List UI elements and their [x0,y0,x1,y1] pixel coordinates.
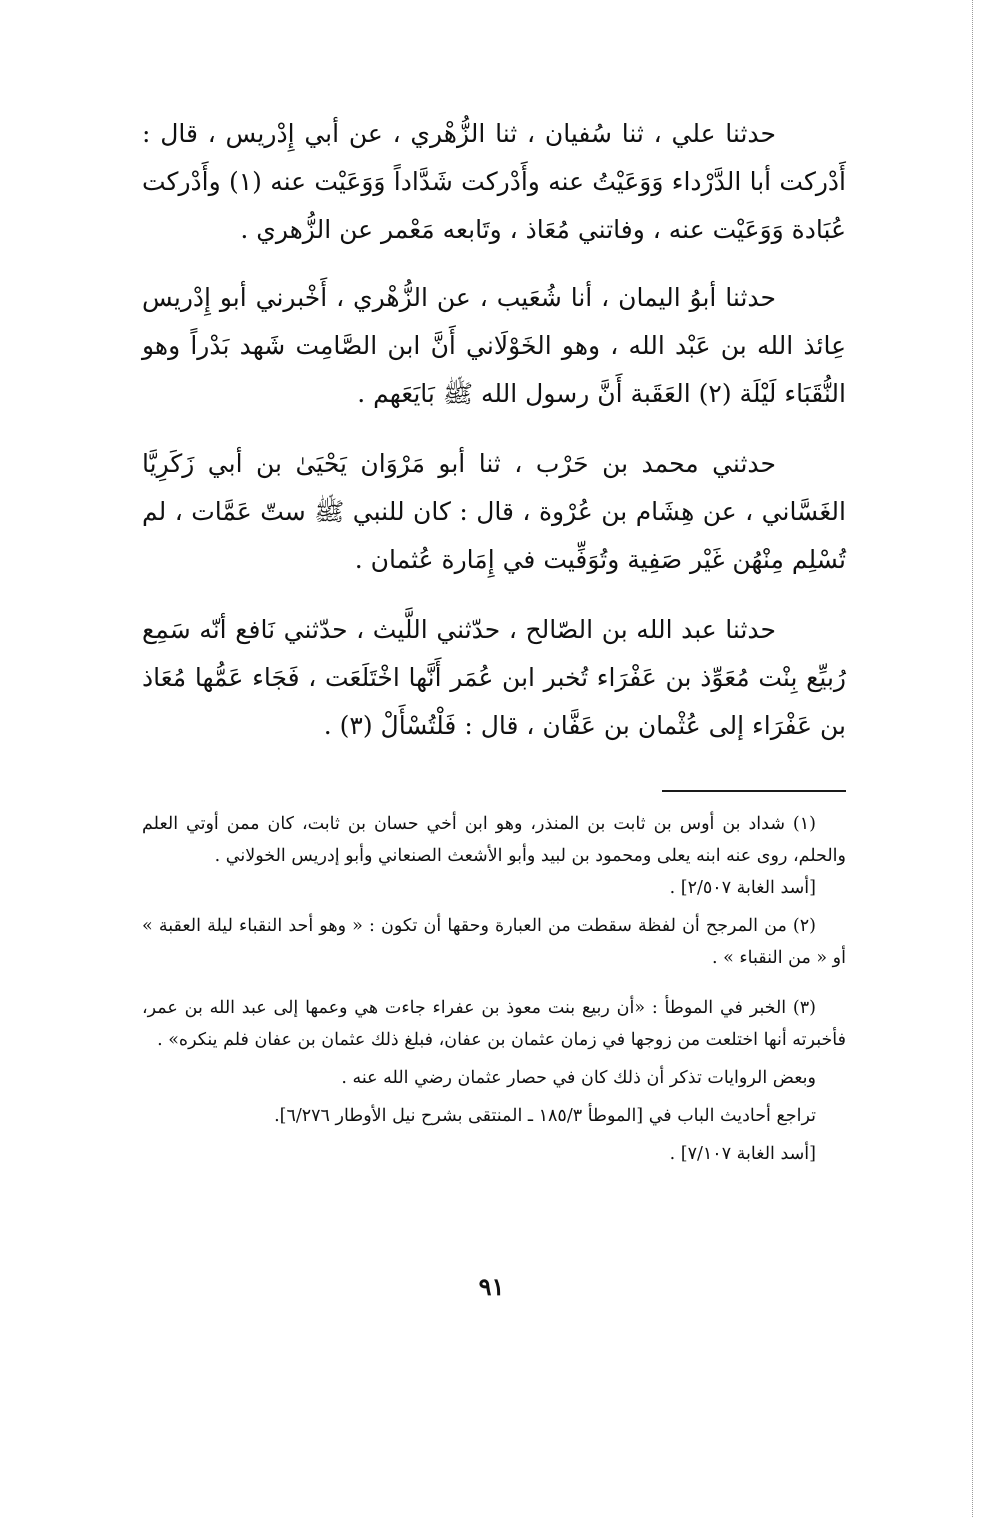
footnote-3-continuation: وبعض الروايات تذكر أن ذلك كان في حصار عثمان رضي الله عنه . [341,1068,816,1088]
footnotes [142,808,846,1176]
hadith-paragraph-1: حدثنا علي ، ثنا سُفيان ، ثنا الزُّهْري ، عن أبي إِدْريس ، قال : أَدْركت أبا الدَّرْداء وَوَعَيْتُ عنه وأَدْركت شَدَّاداً وَوَعَيْت عنه (١) وأَدْركت عُبَادة وَوَعَيْت عنه ، وفاتني مُعَاذ ، وتَابعه مَعْمر عن الزُّهري . [142,119,847,244]
footnote-separator [662,790,846,792]
hadith-paragraph-3: حدثني محمد بن حَرْب ، ثنا أبو مَرْوَان يَحْيَىٰ بن أبي زَكَرِيَّا الغَسَّاني ، عن هِشَام بن عُرْوة ، قال : كان للنبي ﷺ ستّ عَمَّات ، لم تُسْلِم مِنْهُن غَيْر صَفِية وتُوَفِّيت في إِمَارة عُثمان . [142,449,846,574]
main-text [142,110,846,772]
footnote-1-text: (١) شداد بن أوس بن ثابت بن المنذر، وهو ابن أخي حسان بن ثابت، كان ممن أوتي العلم والحلم، روى عنه ابنه يعلى ومحمود بن لبيد وأبو الأشعث الصنعاني وأبو إدريس الخولاني . [142,814,846,866]
footnote-1 [142,808,846,904]
footnote-3: (٣) الخبر في الموطأ : «أن ربيع بنت معوذ بن عفراء جاءت هي وعمها إلى عبد الله بن عمر، فأخبرته أنها اختلعت من زوجها في زمان عثمان بن عفان، فبلغ ذلك عثمان بن عفان فلم ينكره» . [142,998,846,1050]
hadith-paragraph-2: حدثنا أبوُ اليمان ، أنا شُعَيب ، عن الزُّهْري ، أَخْبرني أبو إِدْريس عِائذ الله بن عَبْد الله ، وهو الخَوْلَاني أَنَّ ابن الصَّامِت شَهد بَدْراً وهو النُّقَبَاء لَيْلَة (٢) العَقَبة أَنَّ رسول الله ﷺ بَايَعَهم . [142,283,846,408]
footnote-3-references: تراجع أحاديث الباب في [الموطأ ١٨٥/٣ ـ المنتقى بشرح نيل الأوطار ٦/٢٧٦]. [274,1106,816,1126]
footnote-2: (٢) من المرجح أن لفظة سقطت من العبارة وحقها أن تكون : « وهو أحد النقباء ليلة العقبة » أو « من النقباء » . [142,916,846,968]
footnote-3-references-2: [أسد الغابة ٧/١٠٧] . [669,1144,816,1164]
hadith-paragraph-4: حدثنا عبد الله بن الصّالح ، حدّثني اللَّيث ، حدّثني نَافع أنّه سَمِع رُبيِّع بِنْت مُعَوِّذ بن عَفْرَاء تُخبر ابن عُمَر أَنَّها اخْتَلَعَت ، فَجَاء عَمُّها مُعَاذ بن عَفْرَاء إلى عُثْمان بن عَفَّان ، قال : فَلْتُسْأَلْ (٣) . [142,615,846,740]
page-number: ٩١ [478,1272,505,1301]
footnote-1-reference: [أسد الغابة ٢/٥٠٧] . [669,878,816,898]
